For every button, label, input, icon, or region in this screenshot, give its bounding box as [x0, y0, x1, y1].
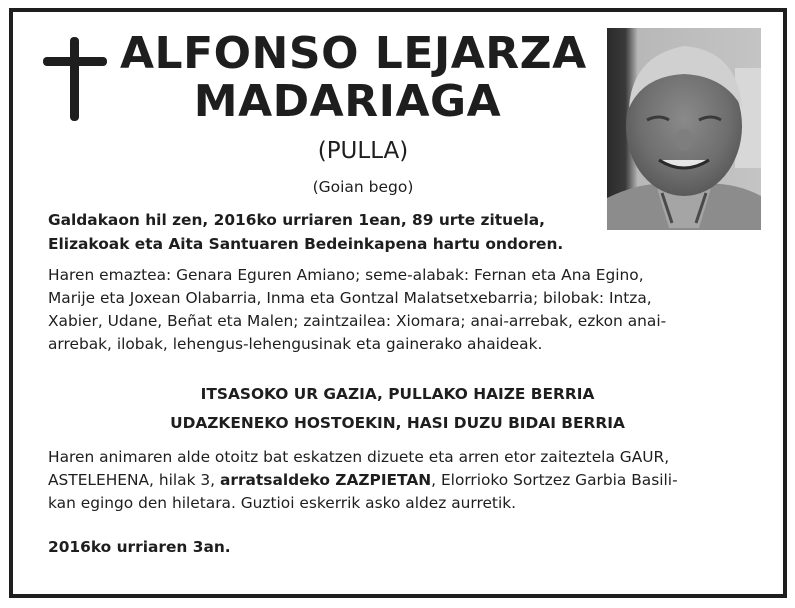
deceased-name-line2: MADARIAGA — [193, 76, 502, 127]
death-statement-line-2: Elizakoak eta Aita Santuaren Bedeinkapena hartu ondoren. — [48, 235, 564, 253]
family-line-4: arrebak, ilobak, lehengus-lehengusinak eta gainerako ahaideak. — [48, 335, 543, 353]
portrait-image — [607, 28, 761, 230]
service-line-2 — [48, 469, 678, 491]
deceased-name-line1: ALFONSO LEJARZA — [120, 28, 587, 79]
death-statement-line-1: Galdakaon hil zen, 2016ko urriaren 1ean, 89 urte zituela, — [48, 211, 546, 229]
notice-date: 2016ko urriaren 3an. — [48, 538, 231, 556]
poem-line-1: ITSASOKO UR GAZIA, PULLAKO HAIZE BERRIA — [200, 385, 595, 403]
service-line-1: Haren animaren alde otoitz bat eskatzen dizuete eta arren etor zaiteztela GAUR, — [48, 448, 670, 466]
family-line-3: Xabier, Udane, Beñat eta Malen; zaintzailea: Xiomara; anai-arrebak, ezkon anai- — [48, 312, 667, 330]
poem-line-2: UDAZKENEKO HOSTOEKIN, HASI DUZU BIDAI BERRIA — [170, 414, 625, 432]
service-line-3: kan egingo den hiletara. Guztioi eskerrik asko aldez aurretik. — [48, 494, 517, 512]
family-line-1: Haren emaztea: Genara Eguren Amiano; seme-alabak: Fernan eta Ana Egino, — [48, 266, 644, 284]
cross-horizontal-bar — [43, 57, 107, 66]
deceased-photo — [607, 28, 761, 230]
service-line-2-pre: ASTELEHENA, hilak 3, — [48, 471, 220, 489]
blessing-text: (Goian bego) — [312, 178, 414, 196]
service-time: arratsaldeko ZAZPIETAN — [219, 471, 432, 489]
cross-vertical-bar — [70, 37, 79, 121]
service-line-2-post: , Elorrioko Sortzez Garbia Basili- — [431, 471, 678, 489]
nickname: (PULLA) — [317, 138, 409, 164]
cross-icon — [43, 37, 107, 121]
family-line-2: Marije eta Joxean Olabarria, Inma eta Gontzal Malatsetxebarria; bilobak: Intza, — [48, 289, 652, 307]
